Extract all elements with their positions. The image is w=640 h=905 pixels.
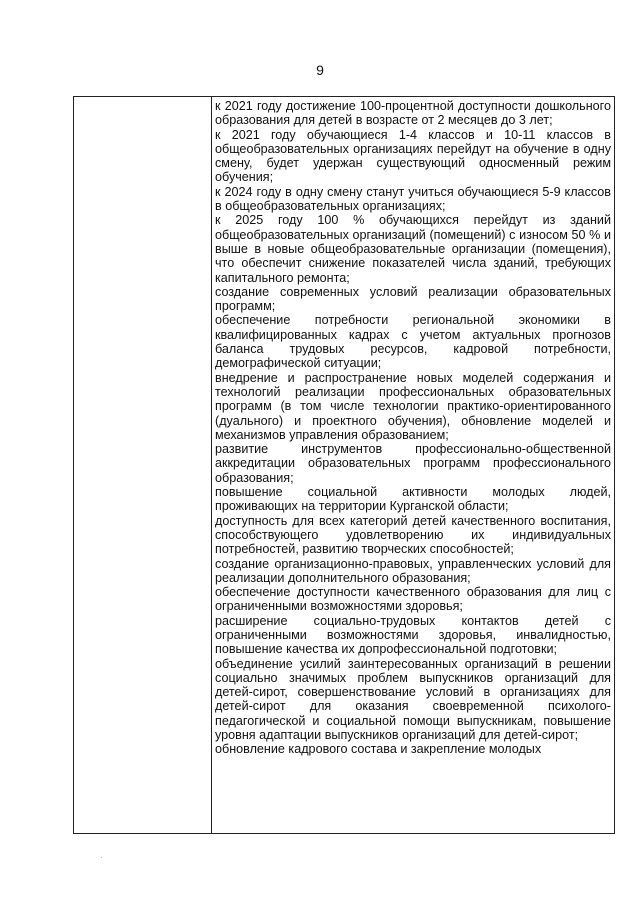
scan-speck: · bbox=[100, 853, 103, 862]
list-item: повышение социальной активности молодых людей, проживающих на территории Курганской области; bbox=[215, 485, 611, 514]
list-item: к 2025 году 100 % обучающихся перейдут из зданий общеобразовательных организаций (помещений) с износом 50 % и выше в новые общеобразовательные организации (помещения), что обеспечит снижение показателей числа зданий, требующих капитального ремонта; bbox=[215, 213, 611, 285]
list-item: к 2024 году в одну смену станут учиться обучающиеся 5-9 классов в общеобразовательных организациях; bbox=[215, 184, 611, 214]
content-table bbox=[73, 96, 615, 834]
list-item: расширение социально-трудовых контактов детей с ограниченными возможностями здоровья, инвалидностью, повышение качества их допрофессиональной подготовки; bbox=[215, 613, 611, 657]
list-item: обеспечение доступности качественного образования для лиц с ограниченными возможностями здоровья; bbox=[215, 585, 611, 614]
list-item: доступность для всех категорий детей качественного воспитания, способствующего удовлетворению их индивидуальных потребностей, развитию творческих способностей; bbox=[215, 513, 611, 557]
list-item: развитие инструментов профессионально-общественной аккредитации образовательных программ профессионального образования; bbox=[215, 442, 611, 485]
list-item: создание современных условий реализации образовательных программ; bbox=[215, 284, 611, 314]
table-right-column bbox=[215, 99, 611, 757]
page-number: 9 bbox=[316, 62, 324, 78]
list-item: к 2021 году достижение 100-процентной доступности дошкольного образования для детей в возрасте от 2 месяцев до 3 лет; bbox=[215, 99, 611, 128]
list-item: внедрение и распространение новых моделей содержания и технологий реализации профессиональных образовательных программ (в том числе технологии практико-ориентированного (дуального) и проектного обучения), обновление моделей и механизмов управления образованием; bbox=[215, 370, 611, 442]
list-item: к 2021 году обучающиеся 1-4 классов и 10-11 классов в общеобразовательных организациях перейдут на обучение в одну смену, будет удержан существующий односменный режим обучения; bbox=[215, 127, 611, 185]
list-item: создание организационно-правовых, управленческих условий для реализации дополнительного образования; bbox=[215, 556, 611, 585]
list-item: объединение усилий заинтересованных организаций в решении социально значимых проблем выпускников организаций для детей-сирот, совершенствование условий в организациях для детей-сирот для оказания своевременной психолого-педагогической и социальной помощи выпускникам, повышение уровня адаптации выпускников организаций для детей-сирот; bbox=[215, 656, 611, 743]
table-left-column bbox=[74, 97, 212, 833]
list-item: обновление кадрового состава и закрепление молодых bbox=[215, 742, 542, 757]
list-item: обеспечение потребности региональной экономики в квалифицированных кадрах с учетом актуальных прогнозов баланса трудовых ресурсов, кадровой потребности, демографической ситуации; bbox=[215, 313, 611, 371]
